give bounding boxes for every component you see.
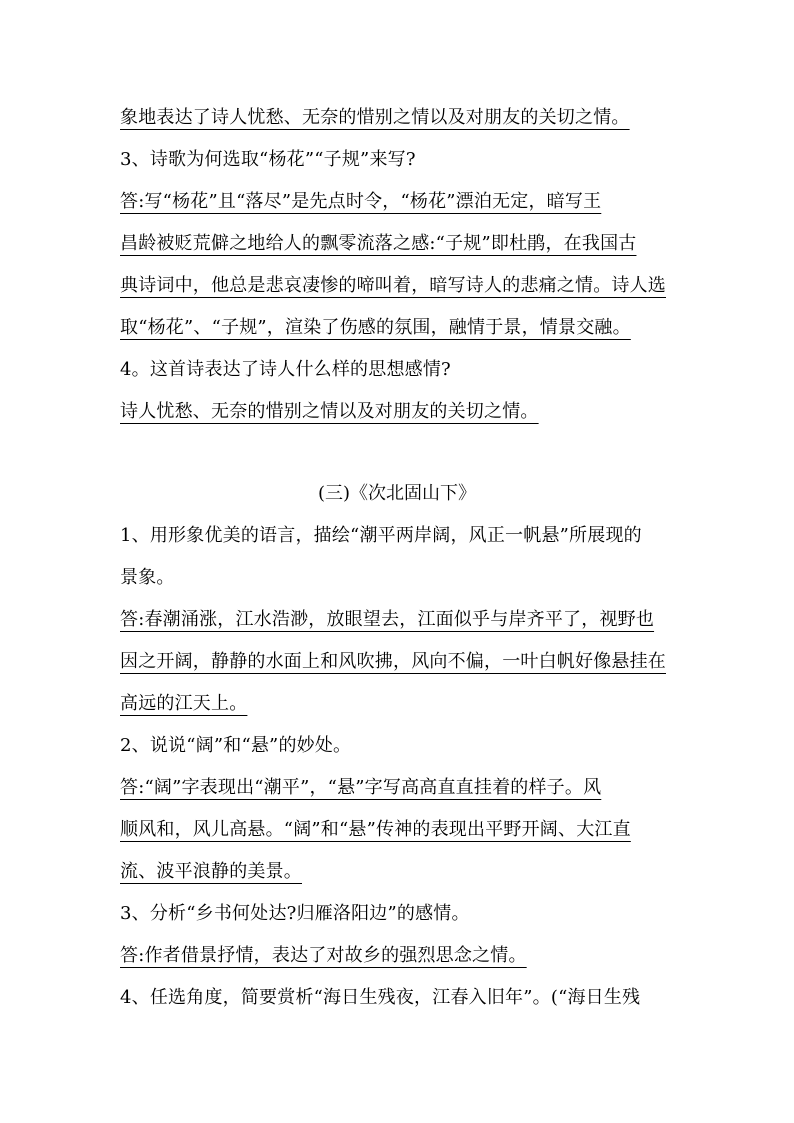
question-3: 3、诗歌为何选取“杨花”“子规”来写?: [120, 149, 416, 170]
s3-question-4: 4、任选角度，简要赏析“海日生残夜，江春入旧年”。(“海日生残: [120, 987, 641, 1008]
section-title: (三)《次北固山下》: [317, 483, 477, 504]
s3-answer-1-line-3: 高远的江天上。: [120, 693, 248, 714]
s3-answer-2-line-1: 答:“阔”字表现出“潮平”，“悬”字写高高直直挂着的样子。风: [120, 777, 602, 798]
answer-3-line-3: 典诗词中，他总是悲哀凄惨的啼叫着，暗写诗人的悲痛之情。诗人选: [120, 275, 666, 296]
answer-3-line-1: 答:写“杨花”且“落尽”是先点时令，“杨花”漂泊无定，暗写王: [120, 191, 602, 212]
answer-continuation: 象地表达了诗人忧愁、无奈的惜别之情以及对朋友的关切之情。: [120, 107, 630, 128]
answer-3-line-4: 取“杨花”、“子规”，渲染了伤感的氛围，融情于景，情景交融。: [120, 317, 631, 338]
answer-4: 诗人忧愁、无奈的惜别之情以及对朋友的关切之情。: [120, 401, 539, 422]
question-4: 4。这首诗表达了诗人什么样的思想感情?: [120, 359, 451, 380]
s3-answer-1-line-2: 因之开阔，静静的水面上和风吹拂，风向不偏，一叶白帆好像悬挂在: [120, 651, 666, 672]
s3-answer-2-line-2: 顺风和，风儿高悬。“阔”和“悬”传神的表现出平野开阔、大江直: [120, 819, 631, 840]
s3-question-1-line-1: 1、用形象优美的语言，描绘“潮平两岸阔，风正一帆悬”所展现的: [120, 525, 642, 546]
s3-answer-3: 答:作者借景抒情，表达了对故乡的强烈思念之情。: [120, 945, 527, 966]
s3-question-3: 3、分析“乡书何处达?归雁洛阳边”的感情。: [120, 903, 470, 924]
s3-answer-1-line-1: 答:春潮涌涨，江水浩渺，放眼望去，江面似乎与岸齐平了，视野也: [120, 609, 655, 630]
s3-question-2: 2、说说“阔”和“悬”的妙处。: [120, 735, 352, 756]
answer-3-line-2: 昌龄被贬荒僻之地给人的飘零流落之感:“子规”即杜鹃，在我国古: [120, 233, 637, 254]
s3-question-1-line-2: 景象。: [120, 567, 175, 588]
s3-answer-2-line-3: 流、波平浪静的美景。: [120, 861, 302, 882]
